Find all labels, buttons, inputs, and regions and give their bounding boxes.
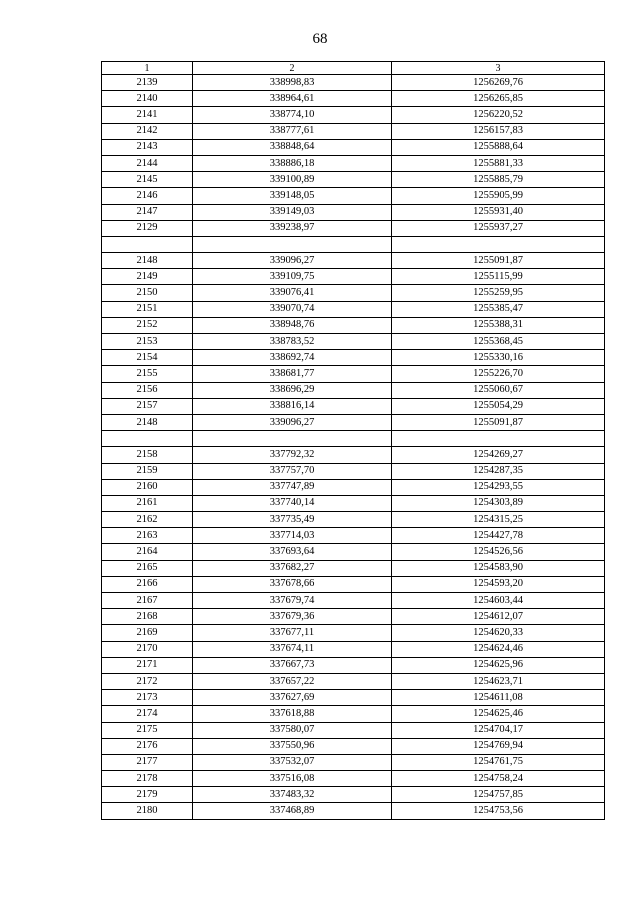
point-number-cell: 2149 bbox=[102, 269, 193, 285]
table-row bbox=[102, 398, 605, 414]
point-number-cell: 2170 bbox=[102, 641, 193, 657]
table-row bbox=[102, 269, 605, 285]
table-row bbox=[102, 706, 605, 722]
point-number-cell: 2180 bbox=[102, 803, 193, 819]
point-number-cell: 2159 bbox=[102, 463, 193, 479]
point-number-cell: 2156 bbox=[102, 382, 193, 398]
y-coordinate-cell: 1255388,31 bbox=[392, 317, 605, 333]
x-coordinate-cell: 337657,22 bbox=[193, 673, 392, 689]
table-row bbox=[102, 107, 605, 123]
y-coordinate-cell: 1254612,07 bbox=[392, 609, 605, 625]
x-coordinate-cell: 338848,64 bbox=[193, 139, 392, 155]
x-coordinate-cell: 339148,05 bbox=[193, 188, 392, 204]
table-row bbox=[102, 787, 605, 803]
x-coordinate-cell: 337667,73 bbox=[193, 657, 392, 673]
x-coordinate-cell: 337674,11 bbox=[193, 641, 392, 657]
point-number-cell: 2148 bbox=[102, 253, 193, 269]
point-number-cell: 2129 bbox=[102, 220, 193, 236]
point-number-cell: 2173 bbox=[102, 690, 193, 706]
x-coordinate-cell: 337792,32 bbox=[193, 447, 392, 463]
point-number-cell: 2151 bbox=[102, 301, 193, 317]
table-row bbox=[102, 91, 605, 107]
point-number-cell: 2166 bbox=[102, 576, 193, 592]
point-number-cell: 2168 bbox=[102, 609, 193, 625]
point-number-cell: 2158 bbox=[102, 447, 193, 463]
y-coordinate-cell: 1255054,29 bbox=[392, 398, 605, 414]
point-number-cell: 2146 bbox=[102, 188, 193, 204]
y-coordinate-cell: 1254593,20 bbox=[392, 576, 605, 592]
x-coordinate-cell: 338681,77 bbox=[193, 366, 392, 382]
table-row bbox=[102, 738, 605, 754]
x-coordinate-cell: 337677,11 bbox=[193, 625, 392, 641]
table-row bbox=[102, 139, 605, 155]
x-coordinate-cell: 339076,41 bbox=[193, 285, 392, 301]
table-row bbox=[102, 479, 605, 495]
point-number-cell bbox=[102, 236, 193, 252]
y-coordinate-cell: 1254620,33 bbox=[392, 625, 605, 641]
y-coordinate-cell: 1255881,33 bbox=[392, 155, 605, 171]
table-row bbox=[102, 301, 605, 317]
x-coordinate-cell: 339070,74 bbox=[193, 301, 392, 317]
table-row bbox=[102, 609, 605, 625]
x-coordinate-cell: 339109,75 bbox=[193, 269, 392, 285]
x-coordinate-cell: 337580,07 bbox=[193, 722, 392, 738]
table-row bbox=[102, 204, 605, 220]
header-cell-col2: 2 bbox=[193, 62, 392, 75]
point-number-cell: 2177 bbox=[102, 754, 193, 770]
point-number-cell: 2145 bbox=[102, 172, 193, 188]
x-coordinate-cell: 337550,96 bbox=[193, 738, 392, 754]
point-number-cell: 2171 bbox=[102, 657, 193, 673]
point-number-cell: 2147 bbox=[102, 204, 193, 220]
point-number-cell: 2141 bbox=[102, 107, 193, 123]
y-coordinate-cell: 1254769,94 bbox=[392, 738, 605, 754]
x-coordinate-cell: 337740,14 bbox=[193, 495, 392, 511]
point-number-cell: 2165 bbox=[102, 560, 193, 576]
y-coordinate-cell: 1254269,27 bbox=[392, 447, 605, 463]
point-number-cell: 2172 bbox=[102, 673, 193, 689]
x-coordinate-cell: 337679,36 bbox=[193, 609, 392, 625]
point-number-cell: 2161 bbox=[102, 495, 193, 511]
y-coordinate-cell: 1254603,44 bbox=[392, 593, 605, 609]
x-coordinate-cell: 339096,27 bbox=[193, 414, 392, 430]
point-number-cell bbox=[102, 431, 193, 447]
x-coordinate-cell: 337679,74 bbox=[193, 593, 392, 609]
table-row bbox=[102, 690, 605, 706]
y-coordinate-cell bbox=[392, 431, 605, 447]
point-number-cell: 2152 bbox=[102, 317, 193, 333]
table-row bbox=[102, 334, 605, 350]
table-row bbox=[102, 625, 605, 641]
y-coordinate-cell: 1255259,95 bbox=[392, 285, 605, 301]
y-coordinate-cell bbox=[392, 236, 605, 252]
point-number-cell: 2160 bbox=[102, 479, 193, 495]
x-coordinate-cell: 339096,27 bbox=[193, 253, 392, 269]
point-number-cell: 2140 bbox=[102, 91, 193, 107]
x-coordinate-cell: 337678,66 bbox=[193, 576, 392, 592]
table-row bbox=[102, 641, 605, 657]
point-number-cell: 2178 bbox=[102, 771, 193, 787]
x-coordinate-cell: 339238,97 bbox=[193, 220, 392, 236]
x-coordinate-cell: 337468,89 bbox=[193, 803, 392, 819]
table-row bbox=[102, 317, 605, 333]
table-row bbox=[102, 431, 605, 447]
x-coordinate-cell: 338696,29 bbox=[193, 382, 392, 398]
y-coordinate-cell: 1255931,40 bbox=[392, 204, 605, 220]
table-row bbox=[102, 366, 605, 382]
point-number-cell: 2157 bbox=[102, 398, 193, 414]
y-coordinate-cell: 1256265,85 bbox=[392, 91, 605, 107]
point-number-cell: 2150 bbox=[102, 285, 193, 301]
point-number-cell: 2144 bbox=[102, 155, 193, 171]
y-coordinate-cell: 1256220,52 bbox=[392, 107, 605, 123]
table-row bbox=[102, 593, 605, 609]
table-row bbox=[102, 382, 605, 398]
table-row bbox=[102, 253, 605, 269]
y-coordinate-cell: 1255385,47 bbox=[392, 301, 605, 317]
y-coordinate-cell: 1254623,71 bbox=[392, 673, 605, 689]
point-number-cell: 2154 bbox=[102, 350, 193, 366]
x-coordinate-cell: 338964,61 bbox=[193, 91, 392, 107]
y-coordinate-cell: 1254704,17 bbox=[392, 722, 605, 738]
point-number-cell: 2153 bbox=[102, 334, 193, 350]
y-coordinate-cell: 1255888,64 bbox=[392, 139, 605, 155]
x-coordinate-cell: 337516,08 bbox=[193, 771, 392, 787]
point-number-cell: 2175 bbox=[102, 722, 193, 738]
point-number-cell: 2148 bbox=[102, 414, 193, 430]
y-coordinate-cell: 1254611,08 bbox=[392, 690, 605, 706]
y-coordinate-cell: 1254427,78 bbox=[392, 528, 605, 544]
header-cell-col3: 3 bbox=[392, 62, 605, 75]
table-row bbox=[102, 236, 605, 252]
point-number-cell: 2143 bbox=[102, 139, 193, 155]
point-number-cell: 2167 bbox=[102, 593, 193, 609]
table-row bbox=[102, 544, 605, 560]
header-cell-col1: 1 bbox=[102, 62, 193, 75]
x-coordinate-cell: 338948,76 bbox=[193, 317, 392, 333]
table-row bbox=[102, 350, 605, 366]
table-row bbox=[102, 560, 605, 576]
table-row bbox=[102, 576, 605, 592]
x-coordinate-cell bbox=[193, 431, 392, 447]
y-coordinate-cell: 1255226,70 bbox=[392, 366, 605, 382]
x-coordinate-cell: 338774,10 bbox=[193, 107, 392, 123]
y-coordinate-cell: 1255091,87 bbox=[392, 253, 605, 269]
y-coordinate-cell: 1254757,85 bbox=[392, 787, 605, 803]
point-number-cell: 2155 bbox=[102, 366, 193, 382]
point-number-cell: 2169 bbox=[102, 625, 193, 641]
y-coordinate-cell: 1254758,24 bbox=[392, 771, 605, 787]
x-coordinate-cell: 337682,27 bbox=[193, 560, 392, 576]
point-number-cell: 2162 bbox=[102, 512, 193, 528]
table-row bbox=[102, 495, 605, 511]
coordinates-table bbox=[101, 61, 605, 820]
y-coordinate-cell: 1254624,46 bbox=[392, 641, 605, 657]
table-header-row bbox=[102, 62, 605, 75]
page-number: 68 bbox=[312, 31, 328, 47]
table-row bbox=[102, 414, 605, 430]
coordinates-table-body bbox=[102, 62, 605, 820]
table-row bbox=[102, 803, 605, 819]
table-row bbox=[102, 188, 605, 204]
table-row bbox=[102, 673, 605, 689]
y-coordinate-cell: 1254315,25 bbox=[392, 512, 605, 528]
y-coordinate-cell: 1255905,99 bbox=[392, 188, 605, 204]
y-coordinate-cell: 1254761,75 bbox=[392, 754, 605, 770]
table-row bbox=[102, 123, 605, 139]
point-number-cell: 2139 bbox=[102, 75, 193, 91]
table-row bbox=[102, 75, 605, 91]
y-coordinate-cell: 1254287,35 bbox=[392, 463, 605, 479]
x-coordinate-cell: 338692,74 bbox=[193, 350, 392, 366]
y-coordinate-cell: 1255885,79 bbox=[392, 172, 605, 188]
x-coordinate-cell: 337483,32 bbox=[193, 787, 392, 803]
table-row bbox=[102, 528, 605, 544]
y-coordinate-cell: 1254293,55 bbox=[392, 479, 605, 495]
y-coordinate-cell: 1254303,89 bbox=[392, 495, 605, 511]
x-coordinate-cell: 338886,18 bbox=[193, 155, 392, 171]
x-coordinate-cell: 337618,88 bbox=[193, 706, 392, 722]
x-coordinate-cell: 338783,52 bbox=[193, 334, 392, 350]
y-coordinate-cell: 1254625,46 bbox=[392, 706, 605, 722]
table-row bbox=[102, 771, 605, 787]
table-row bbox=[102, 722, 605, 738]
table-row bbox=[102, 155, 605, 171]
y-coordinate-cell: 1254583,90 bbox=[392, 560, 605, 576]
table-row bbox=[102, 285, 605, 301]
table-row bbox=[102, 447, 605, 463]
y-coordinate-cell: 1254625,96 bbox=[392, 657, 605, 673]
y-coordinate-cell: 1254526,56 bbox=[392, 544, 605, 560]
table-row bbox=[102, 657, 605, 673]
point-number-cell: 2163 bbox=[102, 528, 193, 544]
point-number-cell: 2179 bbox=[102, 787, 193, 803]
x-coordinate-cell: 338998,83 bbox=[193, 75, 392, 91]
x-coordinate-cell: 338816,14 bbox=[193, 398, 392, 414]
table-row bbox=[102, 172, 605, 188]
table-row bbox=[102, 463, 605, 479]
x-coordinate-cell: 338777,61 bbox=[193, 123, 392, 139]
point-number-cell: 2174 bbox=[102, 706, 193, 722]
y-coordinate-cell: 1256157,83 bbox=[392, 123, 605, 139]
x-coordinate-cell: 339149,03 bbox=[193, 204, 392, 220]
x-coordinate-cell: 337693,64 bbox=[193, 544, 392, 560]
table-row bbox=[102, 512, 605, 528]
x-coordinate-cell: 337757,70 bbox=[193, 463, 392, 479]
x-coordinate-cell: 339100,89 bbox=[193, 172, 392, 188]
x-coordinate-cell: 337627,69 bbox=[193, 690, 392, 706]
point-number-cell: 2164 bbox=[102, 544, 193, 560]
y-coordinate-cell: 1255060,67 bbox=[392, 382, 605, 398]
y-coordinate-cell: 1254753,56 bbox=[392, 803, 605, 819]
table-row bbox=[102, 754, 605, 770]
point-number-cell: 2142 bbox=[102, 123, 193, 139]
x-coordinate-cell: 337735,49 bbox=[193, 512, 392, 528]
y-coordinate-cell: 1255330,16 bbox=[392, 350, 605, 366]
table-row bbox=[102, 220, 605, 236]
x-coordinate-cell: 337532,07 bbox=[193, 754, 392, 770]
y-coordinate-cell: 1255115,99 bbox=[392, 269, 605, 285]
point-number-cell: 2176 bbox=[102, 738, 193, 754]
x-coordinate-cell: 337747,89 bbox=[193, 479, 392, 495]
y-coordinate-cell: 1255368,45 bbox=[392, 334, 605, 350]
x-coordinate-cell: 337714,03 bbox=[193, 528, 392, 544]
x-coordinate-cell bbox=[193, 236, 392, 252]
y-coordinate-cell: 1255091,87 bbox=[392, 414, 605, 430]
y-coordinate-cell: 1256269,76 bbox=[392, 75, 605, 91]
y-coordinate-cell: 1255937,27 bbox=[392, 220, 605, 236]
